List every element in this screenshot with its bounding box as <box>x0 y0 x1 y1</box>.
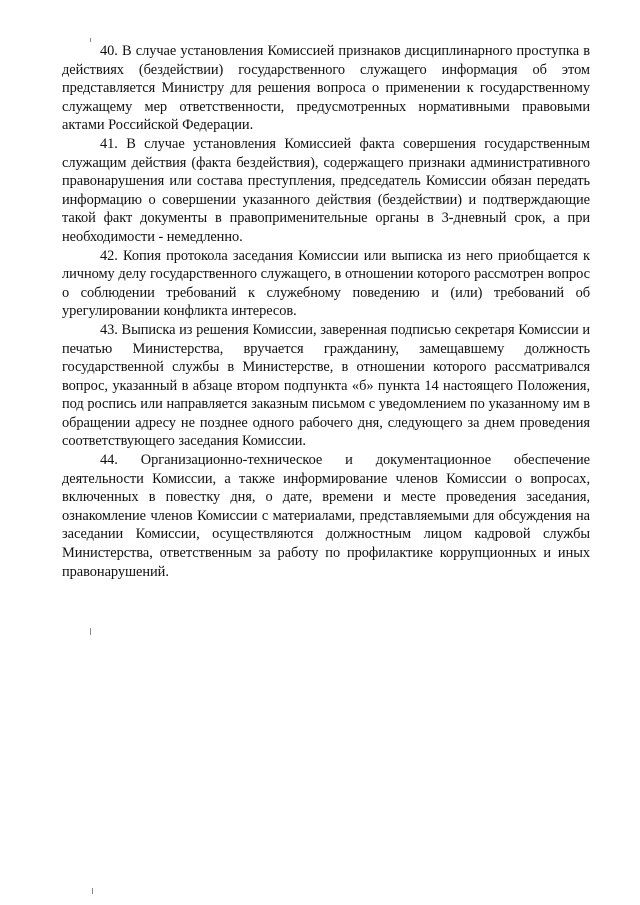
paragraph-43: 43. Выписка из решения Комиссии, заверенная подписью секретаря Комиссии и печатью Министерства, вручается гражданину, замещавшему должность государственной службы в Министерстве, в отношении которого рассматривался вопрос, указанный в абзаце втором подпункта «б» пункта 14 настоящего Положения, под роспись или направляется заказным письмом с уведомлением по указанному им в обращении адресу не позднее одного рабочего дня, следующего за днем проведения соответствующего заседания Комиссии. <box>62 321 590 450</box>
paragraph-44: 44. Организационно-техническое и документационное обеспечение деятельности Комиссии, а также информирование членов Комиссии о вопросах, включенных в повестку дня, о дате, времени и месте проведения заседания, ознакомление членов Комиссии с материалами, представляемыми для обсуждения на заседании Комиссии, осуществляются должностным лицом кадровой службы Министерства, ответственным за работу по профилактике коррупционных и иных правонарушений. <box>62 452 590 580</box>
scan-mark <box>90 628 91 635</box>
paragraph-40: 40. В случае установления Комиссией признаков дисциплинарного проступка в действиях (бездействии) государственного служащего информация об этом представляется Министру для решения вопроса о применении к государственному служащему мер ответственности, предусмотренных нормативными правовыми актами Российской Федерации. <box>62 43 590 134</box>
scan-mark <box>92 888 93 894</box>
paragraph-42: 42. Копия протокола заседания Комиссии или выписка из него приобщается к личному делу государственного служащего, в отношении которого рассмотрен вопрос о соблюдении требований к служебному поведению и (или) требований об урегулировании конфликта интересов. <box>62 247 590 320</box>
paragraph-41: 41. В случае установления Комиссией факта совершения государственным служащим действия (факта бездействия), содержащего признаки административного правонарушения или состава преступления, председатель Комиссии обязан передать информацию о совершении указанного действия (бездействии) и подтверждающие такой факт документы в правоприменительные органы в 3-дневный срок, а при необходимости - немедленно. <box>62 135 590 245</box>
document-body <box>62 42 590 581</box>
